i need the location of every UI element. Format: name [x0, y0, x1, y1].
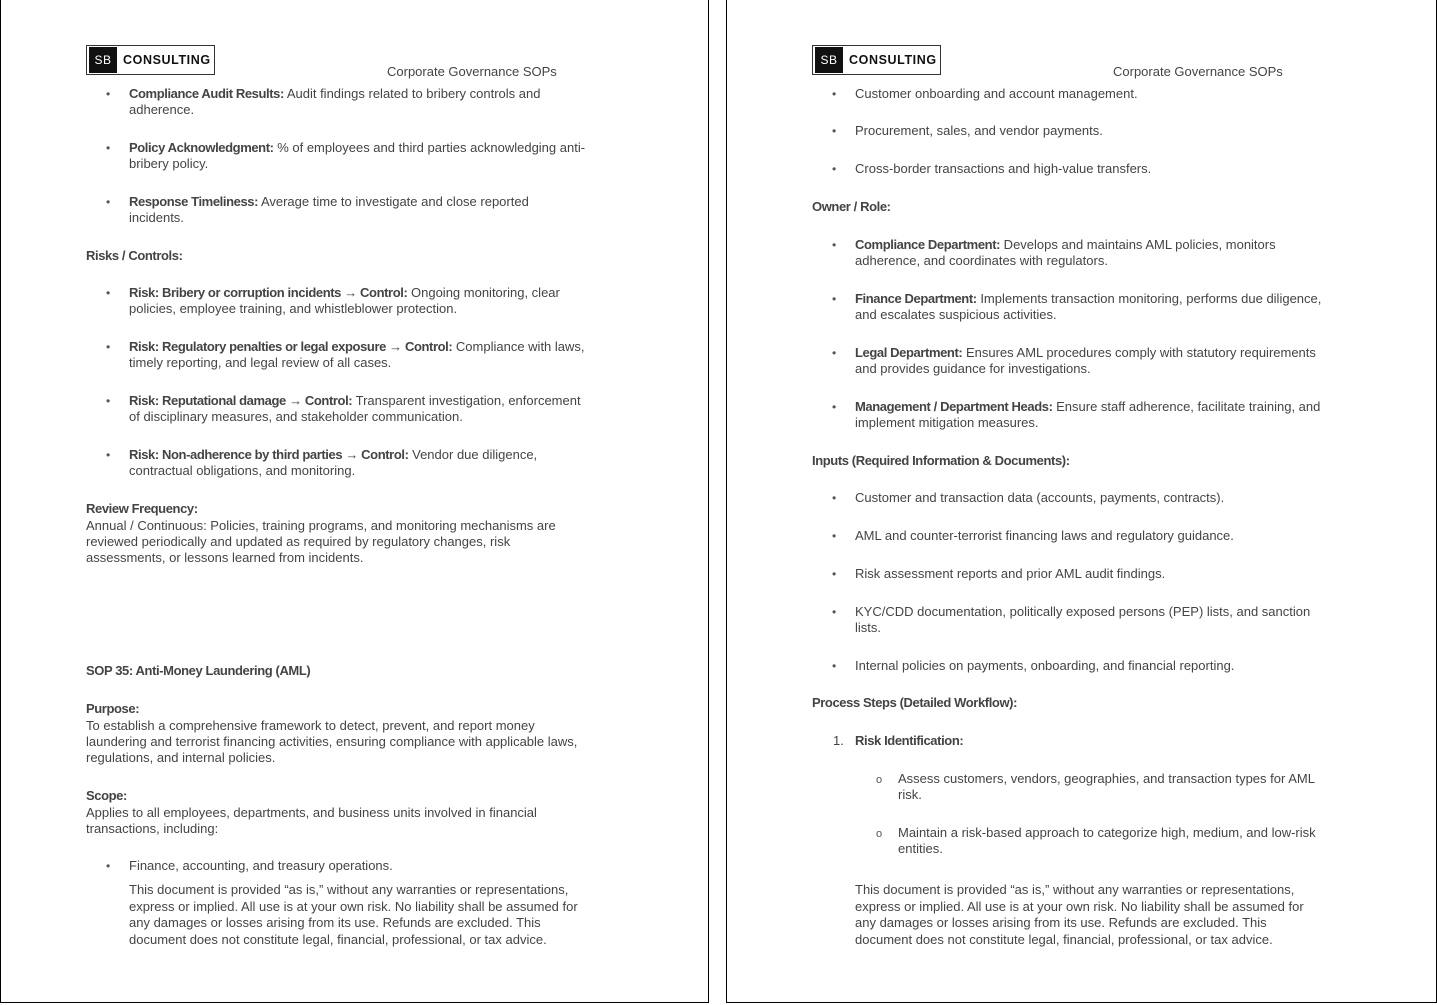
step-number: 1. [833, 733, 844, 748]
list-item: • Management / Department Heads: Ensure staff adherence, facilitate training, and implement mitigation measures. [812, 399, 1322, 431]
list-item: • Risk: Regulatory penalties or legal exposure → Control: Compliance with laws, timely reporting, and legal review of all cases. [86, 339, 586, 371]
list-item: • Risk assessment reports and prior AML audit findings. [812, 566, 1322, 582]
list-item: • Finance, accounting, and treasury operations. [86, 858, 586, 874]
document-page-2 [726, 0, 1437, 1003]
step-subitems [812, 771, 1322, 857]
header-doc-title: Corporate Governance SOPs [1113, 64, 1283, 79]
step-label: Risk Identification: [855, 733, 964, 748]
company-logo [86, 45, 215, 75]
logo-mark: SB [89, 47, 117, 73]
logo-text: CONSULTING [123, 53, 211, 67]
risks-list [86, 285, 586, 479]
section-heading: Risks / Controls: [86, 248, 183, 263]
list-item: • Cross-border transactions and high-value transfers. [812, 161, 1322, 177]
purpose-text: To establish a comprehensive framework to detect, prevent, and report money laundering and terrorist financing activities, ensuring compliance with applicable laws, regulations, and internal policies. [86, 718, 578, 765]
owner-list [812, 237, 1322, 431]
document-page-1 [0, 0, 709, 1003]
list-item: • KYC/CDD documentation, politically exposed persons (PEP) lists, and sanction lists. [812, 604, 1322, 636]
section-heading: Process Steps (Detailed Workflow): [812, 695, 1018, 710]
logo-text: CONSULTING [849, 53, 937, 67]
inputs-list [812, 490, 1322, 674]
list-item: • Risk: Non-adherence by third parties → Control: Vendor due diligence, contractual obligations, and monitoring. [86, 447, 586, 479]
list-item: • AML and counter-terrorist financing laws and regulatory guidance. [812, 528, 1322, 544]
sub-list-item: o Maintain a risk-based approach to categorize high, medium, and low-risk entities. [812, 825, 1322, 857]
list-item: • Legal Department: Ensures AML procedures comply with statutory requirements and provides guidance for investigations. [812, 345, 1322, 377]
list-item: • Procurement, sales, and vendor payments. [812, 123, 1322, 139]
list-item: • Risk: Bribery or corruption incidents → Control: Ongoing monitoring, clear policies, employee training, and whistleblower protection. [86, 285, 586, 317]
kpi-list [86, 86, 586, 226]
process-steps-list [812, 733, 1322, 749]
list-item: • Customer onboarding and account management. [812, 86, 1322, 102]
sub-list-item: o Assess customers, vendors, geographies, and transaction types for AML risk. [812, 771, 1322, 803]
section-heading: Review Frequency: [86, 501, 198, 516]
review-text: Annual / Continuous: Policies, training programs, and monitoring mechanisms are reviewed periodically and updated as required by regulatory changes, risk assessments, or lessons learned from incidents. [86, 518, 556, 565]
disclaimer-text: This document is provided “as is,” without any warranties or representations, express or implied. All use is at your own risk. No liability shall be assumed for any damages or losses arising from its use. Refunds are excluded. This document does not constitute legal, financial, professional, or tax advice. [855, 882, 1304, 947]
list-item: • Response Timeliness: Average time to investigate and close reported incidents. [86, 194, 586, 226]
list-item: • Compliance Audit Results: Audit findings related to bribery controls and adherence. [86, 86, 586, 118]
list-item: • Customer and transaction data (accounts, payments, contracts). [812, 490, 1322, 506]
list-item: • Internal policies on payments, onboarding, and financial reporting. [812, 658, 1322, 674]
list-item: • Risk: Reputational damage → Control: Transparent investigation, enforcement of disciplinary measures, and stakeholder communication. [86, 393, 586, 425]
section-heading: Purpose: [86, 701, 140, 716]
process-step [812, 733, 1322, 749]
logo-mark: SB [815, 47, 843, 73]
disclaimer-text: This document is provided “as is,” without any warranties or representations, express or implied. All use is at your own risk. No liability shall be assumed for any damages or losses arising from its use. Refunds are excluded. This document does not constitute legal, financial, professional, or tax advice. [129, 882, 578, 947]
scope-list [86, 858, 586, 874]
list-item: • Finance Department: Implements transaction monitoring, performs due diligence, and escalates suspicious activities. [812, 291, 1322, 323]
company-logo [812, 45, 941, 75]
section-heading: Scope: [86, 788, 127, 803]
section-heading: Inputs (Required Information & Documents): [812, 453, 1070, 468]
section-heading: Owner / Role: [812, 199, 891, 214]
header-doc-title: Corporate Governance SOPs [387, 64, 557, 79]
list-item: • Compliance Department: Develops and maintains AML policies, monitors adherence, and coordinates with regulators. [812, 237, 1322, 269]
sop-title: SOP 35: Anti-Money Laundering (AML) [86, 663, 311, 678]
list-item: • Policy Acknowledgment: % of employees and third parties acknowledging anti-bribery policy. [86, 140, 586, 172]
scope-text: Applies to all employees, departments, and business units involved in financial transactions, including: [86, 805, 537, 836]
page-1-content [86, 86, 586, 948]
scope-list-continued [812, 86, 1322, 177]
page-2-content [812, 86, 1322, 948]
